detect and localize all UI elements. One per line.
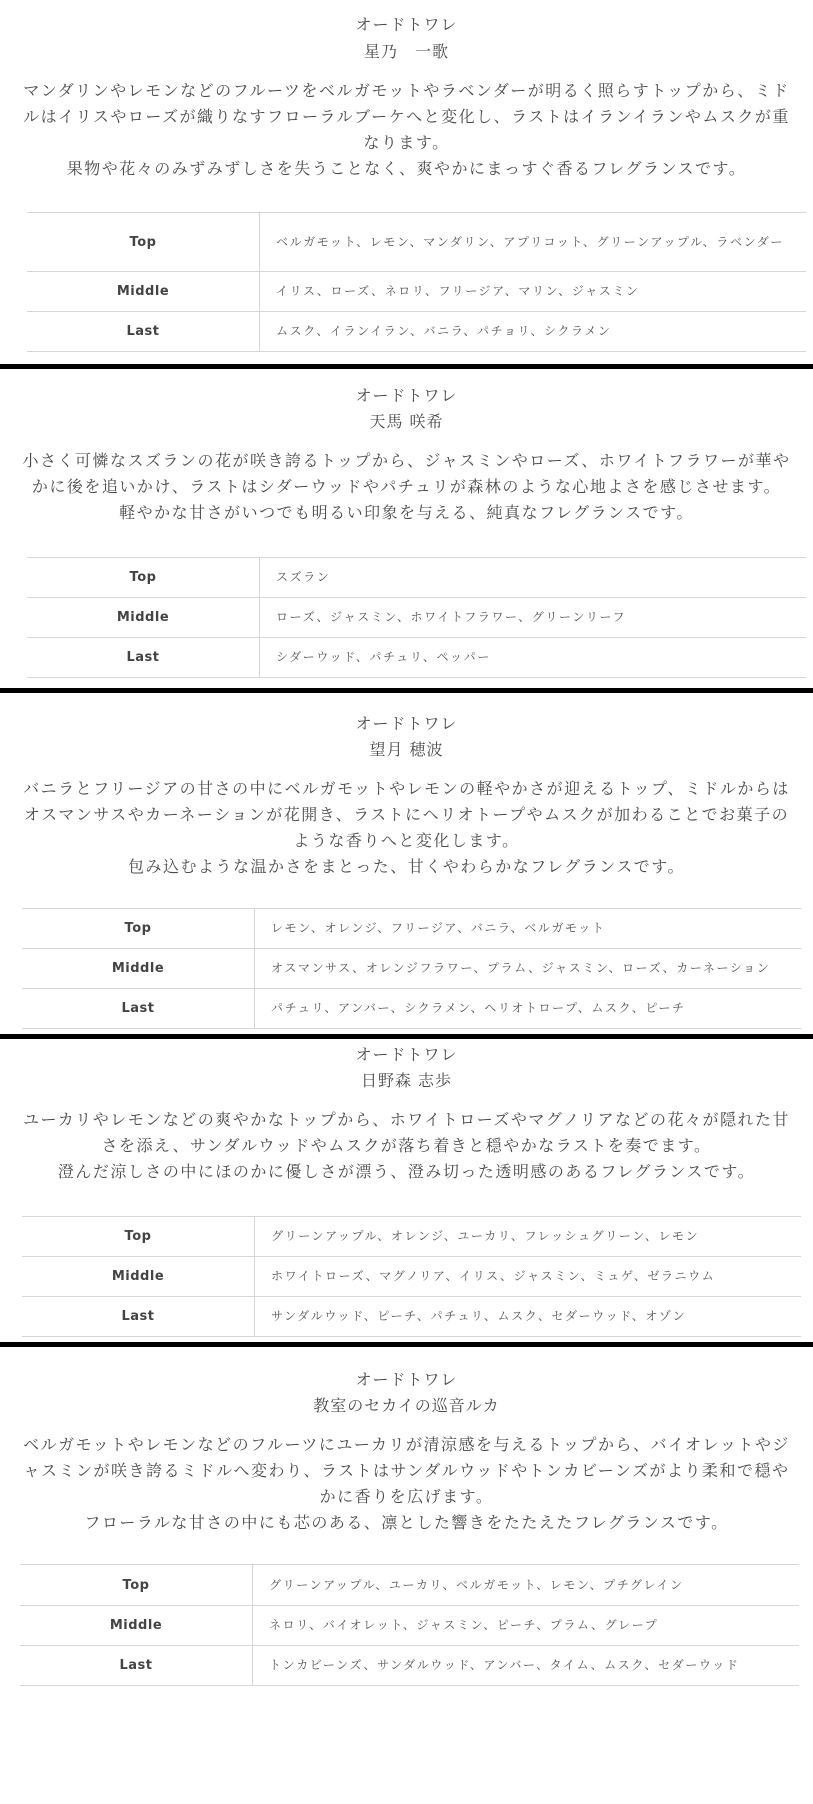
note-row-middle: [22, 1257, 801, 1297]
description-line: かに香りを広げます。: [319, 1487, 494, 1506]
note-value: ベルガモット、レモン、マンダリン、アプリコット、グリーンアップル、ラベンダー: [260, 213, 807, 272]
note-label: Middle: [27, 272, 260, 312]
description-line: オスマンサスやカーネーションが花開き、ラストにヘリオトープやムスクが加わることでお菓子の: [23, 805, 790, 824]
note-row-last: [22, 1297, 801, 1337]
note-row-top: [22, 909, 801, 949]
description-line: バニラとフリージアの甘さの中にベルガモットやレモンの軽やかさが迎えるトップ、ミドルからは: [23, 779, 790, 798]
note-label: Last: [27, 638, 260, 678]
description-line: さを添え、サンダルウッドやムスクが落ち着きと穏やかなラストを奏でます。: [101, 1136, 712, 1155]
note-value: トンカビーンズ、サンダルウッド、アンバー、タイム、ムスク、セダーウッド: [253, 1646, 800, 1686]
description-line: かに後を追いかけ、ラストはシダーウッドやパチュリが森林のような心地よさを感じさせます。: [31, 477, 782, 496]
description-line: 軽やかな甘さがいつでも明るい印象を与える、純真なフレグランスです。: [119, 503, 694, 522]
note-value: レモン、オレンジ、フリージア、バニラ、ベルガモット: [255, 909, 802, 949]
note-value: ネロリ、バイオレット、ジャスミン、ピーチ、プラム、グレープ: [253, 1606, 800, 1646]
note-value: スズラン: [260, 558, 807, 598]
note-value: ホワイトローズ、マグノリア、イリス、ジャスミン、ミュゲ、ゼラニウム: [255, 1257, 802, 1297]
product-category: オードトワレ: [355, 15, 458, 34]
description-line: ような香りへと変化します。: [293, 831, 520, 850]
note-label: Middle: [27, 598, 260, 638]
note-label: Last: [22, 1297, 255, 1337]
note-row-last: [27, 638, 806, 678]
description-line: ベルガモットやレモンなどのフルーツにユーカリが清涼感を与えるトップから、バイオレットやジ: [23, 1435, 790, 1454]
product-category: オードトワレ: [355, 1370, 458, 1389]
product-name: 日野森 志歩: [360, 1071, 453, 1090]
note-label: Last: [20, 1646, 253, 1686]
note-row-middle: [22, 949, 801, 989]
note-value: イリス、ローズ、ネロリ、フリージア、マリン、ジャスミン: [260, 272, 807, 312]
note-value: パチュリ、アンバー、シクラメン、ヘリオトロープ、ムスク、ピーチ: [255, 989, 802, 1029]
description-line: 澄んだ涼しさの中にほのかに優しさが漂う、澄み切った透明感のあるフレグランスです。: [57, 1162, 756, 1181]
note-value: グリーンアップル、ユーカリ、ベルガモット、レモン、プチグレイン: [253, 1565, 800, 1606]
note-label: Top: [20, 1565, 253, 1606]
product-category: オードトワレ: [355, 1045, 458, 1064]
fragrance-notes-table: [27, 557, 806, 678]
fragrance-notes-table: [22, 1216, 801, 1337]
note-row-middle: [27, 598, 806, 638]
note-row-top: [27, 213, 806, 272]
note-row-top: [20, 1565, 799, 1606]
description-line: 果物や花々のみずみずしさを失うことなく、爽やかにまっすぐ香るフレグランスです。: [66, 159, 747, 178]
note-row-top: [22, 1217, 801, 1257]
description-line: ユーカリやレモンなどの爽やかなトップから、ホワイトローズやマグノリアなどの花々が隠れた甘: [23, 1110, 790, 1129]
note-row-last: [22, 989, 801, 1029]
fragrance-notes-table: [27, 212, 806, 352]
fragrance-notes-table: [20, 1564, 799, 1686]
product-name: 教室のセカイの巡音ルカ: [313, 1396, 500, 1415]
description-line: 小さく可憐なスズランの花が咲き誇るトップから、ジャスミンやローズ、ホワイトフラワーが華や: [22, 451, 791, 470]
note-label: Last: [22, 989, 255, 1029]
note-label: Middle: [22, 1257, 255, 1297]
fragrance-section-honami: [0, 693, 813, 1035]
product-category: オードトワレ: [355, 386, 458, 405]
description-line: マンダリンやレモンなどのフルーツをベルガモットやラベンダーが明るく照らすトップから、ミド: [23, 81, 790, 100]
note-row-last: [27, 312, 806, 352]
fragrance-section-ichika: [0, 0, 813, 366]
fragrance-notes-table: [22, 908, 801, 1029]
description-line: フローラルな甘さの中にも芯のある、凛とした響きをたたえたフレグランスです。: [84, 1513, 729, 1532]
note-value: ローズ、ジャスミン、ホワイトフラワー、グリーンリーフ: [260, 598, 807, 638]
note-row-top: [27, 558, 806, 598]
product-name: 天馬 咲希: [369, 412, 444, 431]
note-value: サンダルウッド、ピーチ、パチュリ、ムスク、セダーウッド、オゾン: [255, 1297, 802, 1337]
note-value: シダーウッド、パチュリ、ペッパー: [260, 638, 807, 678]
note-label: Top: [27, 213, 260, 272]
fragrance-section-shiho: [0, 1039, 813, 1343]
fragrance-section-saki: [0, 369, 813, 689]
note-label: Top: [22, 909, 255, 949]
product-description: [20, 78, 793, 182]
note-value: グリーンアップル、オレンジ、ユーカリ、フレッシュグリーン、レモン: [255, 1217, 802, 1257]
product-description: [20, 1432, 793, 1536]
note-label: Last: [27, 312, 260, 352]
note-row-last: [20, 1646, 799, 1686]
note-label: Top: [27, 558, 260, 598]
note-row-middle: [27, 272, 806, 312]
product-category: オードトワレ: [355, 714, 458, 733]
product-description: [20, 776, 793, 880]
product-description: [20, 1107, 793, 1185]
note-label: Middle: [20, 1606, 253, 1646]
product-description: [20, 448, 793, 526]
fragrance-section-luka: [0, 1347, 813, 1707]
description-line: なります。: [363, 133, 450, 152]
note-label: Middle: [22, 949, 255, 989]
note-row-middle: [20, 1606, 799, 1646]
note-label: Top: [22, 1217, 255, 1257]
description-line: ャスミンが咲き誇るミドルへ変わり、ラストはサンダルウッドやトンカビーンズがより柔和で穏や: [23, 1461, 790, 1480]
description-line: ルはイリスやローズが織りなすフローラルブーケへと変化し、ラストはイランイランやムスクが重: [23, 107, 790, 126]
note-value: ムスク、イランイラン、バニラ、パチョリ、シクラメン: [260, 312, 807, 352]
product-name: 望月 穂波: [369, 740, 444, 759]
note-value: オスマンサス、オレンジフラワー、プラム、ジャスミン、ローズ、カーネーション: [255, 949, 802, 989]
product-name: 星乃 一歌: [363, 42, 449, 61]
description-line: 包み込むような温かさをまとった、甘くやわらかなフレグランスです。: [128, 857, 685, 876]
